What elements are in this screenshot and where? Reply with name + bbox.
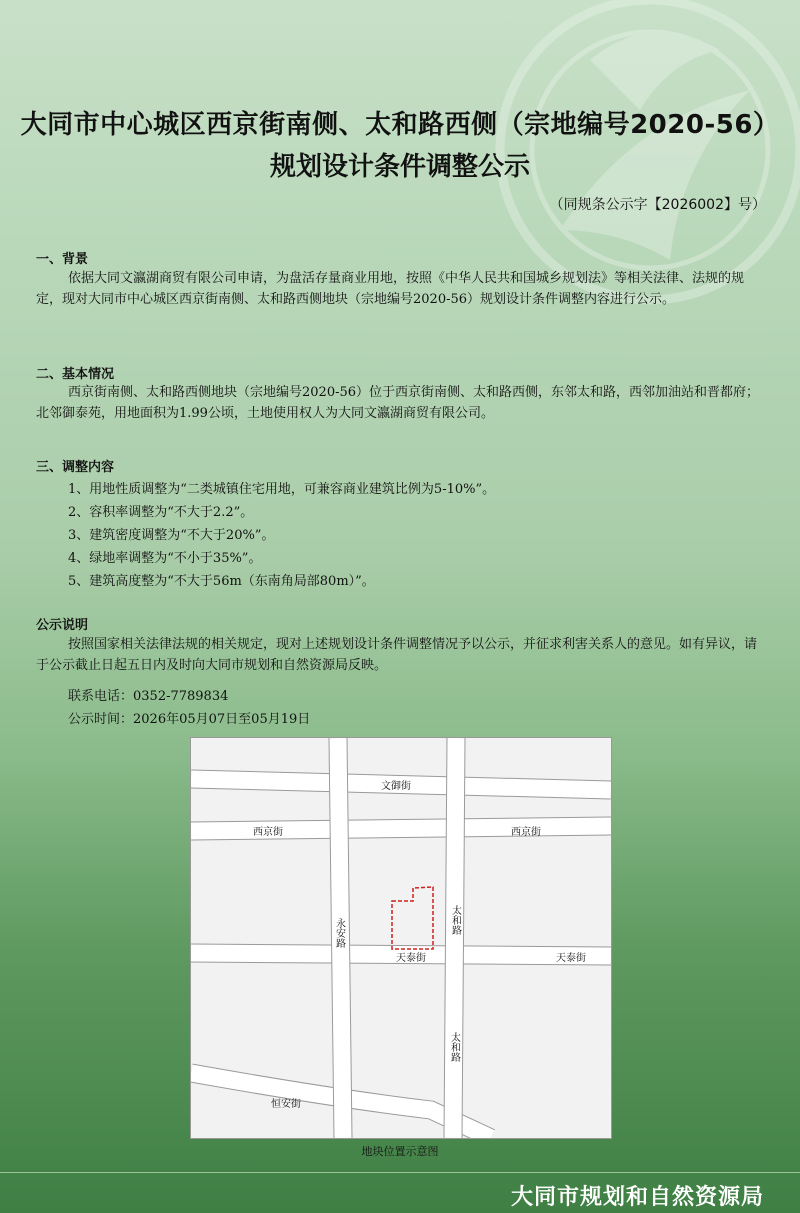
footer-divider [0, 1172, 800, 1173]
map-label-xijing-left: 西京街 [253, 827, 283, 838]
map-label-tiantai-right: 天泰街 [556, 953, 586, 964]
notice-title-line2: 规划设计条件调整公示 [269, 152, 530, 182]
map-label-taihe-bottom: 太和路 [448, 1032, 460, 1062]
map-label-yongan: 永安路 [333, 918, 345, 948]
section-adjust-heading: 三、调整内容 [36, 460, 115, 475]
city-emblem-watermark [420, 0, 800, 380]
map-label-wenyu: 文御街 [381, 781, 411, 792]
section-basic-text: 西京街南侧、太和路西侧地块（宗地编号2020-56）位于西京街南侧、太和路西侧，东邻太和路，西邻加油站和晋都府；北邻御泰苑，用地面积为1.99公顷，土地使用权人为大同文瀛湖商贸有限公司。 [36, 385, 760, 421]
document-number: （同规条公示字【2026002】号） [549, 197, 766, 213]
section-background-heading: 一、背景 [36, 252, 89, 267]
map-label-hengan: 恒安街 [271, 1099, 301, 1110]
issuing-authority: 大同市规划和自然资源局 [510, 1184, 764, 1210]
adjust-item: 5、建筑高度整为“不大于56m（东南角局部80m）”。 [68, 574, 375, 589]
section-notice-text: 按照国家相关法律法规的相关规定，现对上述规划设计条件调整情况予以公示，并征求利害关系人的意见。如有异议，请于公示截止日起五日内及时向大同市规划和自然资源局反映。 [36, 637, 758, 673]
notice-period: 公示时间：2026年05月07日至05月19日 [68, 712, 311, 727]
contact-phone: 联系电话：0352-7789834 [68, 689, 229, 704]
section-notice-heading: 公示说明 [36, 618, 89, 633]
adjust-item: 2、容积率调整为“不大于2.2”。 [68, 505, 254, 520]
map-label-taihe-top: 太和路 [449, 905, 461, 935]
map-label-xijing-right: 西京街 [511, 827, 541, 838]
map-label-tiantai-mid: 天泰街 [396, 953, 426, 964]
section-background-text: 依据大同文瀛湖商贸有限公司申请，为盘活存量商业用地，按照《中华人民共和国城乡规划法》等相关法律、法规的规定，现对大同市中心城区西京街南侧、太和路西侧地块（宗地编号2020-56）规划设计条件调整内容进行公示。 [36, 271, 745, 307]
map-caption: 地块位置示意图 [361, 1145, 439, 1158]
adjust-item: 4、绿地率调整为“不小于35%”。 [68, 551, 262, 566]
location-map [190, 737, 612, 1139]
adjust-item: 1、用地性质调整为“二类城镇住宅用地，可兼容商业建筑比例为5-10%”。 [68, 482, 496, 497]
notice-title-line1: 大同市中心城区西京街南侧、太和路西侧（宗地编号2020-56） [20, 110, 780, 140]
section-basic-heading: 二、基本情况 [36, 367, 115, 382]
adjust-item: 3、建筑密度调整为“不大于20%”。 [68, 528, 275, 543]
